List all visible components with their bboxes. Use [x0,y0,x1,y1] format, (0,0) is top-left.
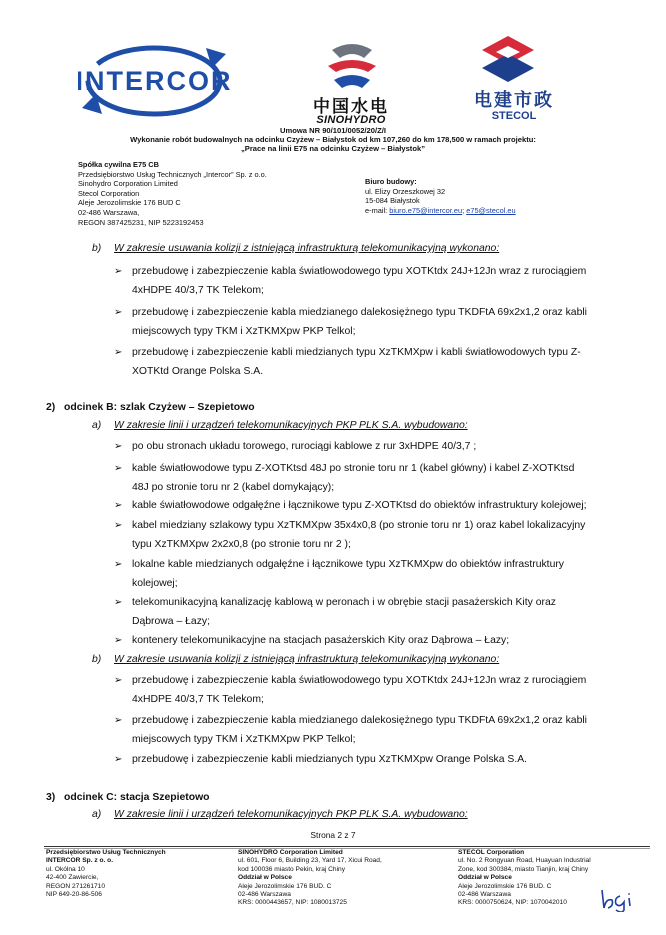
sinohydro-mark-icon [324,42,380,92]
footer-line: Aleje Jerozolimskie 176 BUD. C [238,882,332,890]
company-name: Spółka cywilna E75 CB [78,160,159,169]
sinohydro-english-name: SINOHYDRO [316,114,386,126]
arrow-bullet-icon: ➢ [114,559,123,570]
arrow-bullet-icon: ➢ [114,500,123,511]
list-item-text: lokalne kable miedzianych odgałęźne i łącznikowe typu XzTKMXpw do obiektów infrastruktury [132,559,565,570]
list-item-text: kabel miedziany szlakowy typu XzTKMXpw 35x4x0,8 (po stronie toru nr 1) oraz kabel lokalizacyjny [132,520,586,531]
email-link-stecol[interactable]: e75@stecol.eu [466,205,516,215]
footer-line: 02-486 Warszawa [238,891,291,899]
footer-branch: Oddział w Polsce [238,874,292,882]
company-line: Przedsiębiorstwo Usług Technicznych „Intercor” Sp. z o.o. [78,169,267,179]
footer-line: Zone, kod 300384, miasto Tianjin, kraj Chiny [458,865,589,873]
list-item-text: 4xHDPE 40/3,7 TK Telekom; [132,693,264,705]
list-item [114,344,614,381]
company-address [78,160,267,227]
list-item-text: typu XzTKMXpw 2x2x0,8 (po stronie toru nr 2 ); [132,538,351,550]
arrow-bullet-icon: ➢ [114,307,123,318]
list-item-text: miejscowych typy TKM i XzTKMXpw PKP Telkol; [132,733,356,745]
subsection-title: W zakresie usuwania kolizji z istniejącą infrastrukturą telekomunikacyjną wykonano: [114,654,500,665]
footer-line: Aleje Jerozolimskie 176 BUD. C [458,882,552,890]
list-item-text: przebudowę i zabezpieczenie kabli miedzianych typu XzTKMXpw i kabli światłowodowych typu Z- [132,347,581,358]
company-line: Stecol Corporation [78,188,140,198]
sinohydro-logo [296,42,406,130]
company-line: REGON 387425231, NIP 5223192453 [78,217,204,227]
list-item [114,556,614,593]
arrow-bullet-icon: ➢ [114,754,123,765]
company-line: Aleje Jerozolimskie 176 BUD C [78,198,181,208]
section-heading [46,792,210,803]
handwritten-initials-signature [598,886,638,912]
footer-company-name: STECOL Corporation [458,849,525,856]
page-number: Strona 2 z 7 [310,830,356,840]
list-item-text: kontenery telekomunikacyjne na stacjach pasażerskich Kity oraz Dąbrowa – Łazy; [132,635,510,646]
arrow-bullet-icon: ➢ [114,675,123,686]
list-item-text: przebudowę i zabezpieczenie kabla światłowodowego typu XOTKtdx 24J+12Jn wraz z rurociągiem [132,675,587,686]
subsection-letter: a) [92,420,102,431]
email-link-intercor[interactable]: biuro.e75@intercor.eu [389,205,463,215]
footer-line: NIP 649-20-86-506 [46,891,102,899]
list-item-text: telekomunikacyjną kanalizację kablową w peronach i w obrębie stacji pasażerskich Kity oraz [132,597,556,608]
list-item [114,460,614,497]
list-item-text: przebudowę i zabezpieczenie kabla miedzianego dalekosiężnego typu TKDFtA 69x2x1,2 oraz kabli [132,715,587,726]
stecol-logo [454,36,574,126]
subsection-heading [92,243,499,254]
svg-text:INTERCOR: INTERCOR [78,66,230,96]
list-item-text: przebudowę i zabezpieczenie kabla światłowodowego typu XOTKtdx 24J+12Jn wraz z rurociągiem [132,266,587,277]
footer-line: 02-486 Warszawa [458,891,511,899]
subsection-title: W zakresie linii i urządzeń telekomunikacyjnych PKP PLK S.A. wybudowano: [114,809,468,820]
email-separator: ; [462,205,465,215]
list-item-text: Dąbrowa – Łazy; [132,615,210,627]
section-title: odcinek C: stacja Szepietowo [64,792,210,803]
arrow-bullet-icon: ➢ [114,347,123,358]
list-item-text: miejscowych typy TKM i XzTKMXpw PKP Telkol; [132,325,356,337]
stecol-chinese-name: 电建市政 [474,90,554,111]
company-line: Sinohydro Corporation Limited [78,179,178,189]
subsection-heading [92,654,499,665]
list-item-text: kable światłowodowe odgałęźne i łącznikowe typu Z-XOTKtsd do obiektów infrastruktury kolejowej; [132,500,587,511]
footer-divider [44,846,650,847]
subsection-letter: a) [92,809,102,820]
footer-intercor-address [46,849,166,899]
list-item [114,751,614,770]
contract-scope: Wykonanie robót budowalnych na odcinku Czyżew – Białystok od km 107,260 do km 178,500 w ramach projektu: [130,135,536,144]
list-item [114,263,614,300]
arrow-bullet-icon: ➢ [114,635,123,646]
footer-company-name: Przedsiębiorstwo Usług Technicznych [46,849,166,856]
office-city: 15-084 Białystok [365,196,420,206]
subsection-letter: b) [92,654,102,665]
contract-number: Umowa NR 90/101/0052/20/Z/I [280,126,386,135]
footer-stecol-address [458,849,591,908]
list-item-text: 48J po stronie toru nr 2 (kabel domykający); [132,481,335,493]
footer-line: ul. Okólna 10 [46,865,85,873]
list-item-text: przebudowę i zabezpieczenie kabla miedzianego dalekosiężnego typu TKDFtA 69x2x1,2 oraz kabli [132,307,587,318]
list-item-text: po obu stronach układu torowego, rurociągi kablowe z rur 3xHDPE 40/3,7 ; [132,441,477,452]
subsection-heading [92,420,468,431]
subsection-letter: b) [92,243,102,254]
list-item [114,517,614,554]
list-item [114,632,614,651]
subsection-title: W zakresie usuwania kolizji z istniejącą infrastrukturą telekomunikacyjną wykonano: [114,243,500,254]
office-street: ul. Elizy Orzeszkowej 32 [365,186,446,196]
section-number: 2) [46,402,56,413]
footer-line: KRS: 0000750624, NIP: 1070042010 [458,899,567,907]
footer-company-name: INTERCOR Sp. z o. o. [46,857,114,865]
arrow-bullet-icon: ➢ [114,463,123,474]
section-number: 3) [46,792,56,803]
footer-sinohydro-address [238,849,382,908]
subsection-heading [92,809,468,820]
list-item-text: przebudowę i zabezpieczenie kabli miedzianych typu XzTKMXpw Orange Polska S.A. [132,754,528,765]
list-item-text: kable światłowodowe typu Z-XOTKtsd 48J po stronie toru nr 1 (kabel główny) i kabel Z-XOTKtsd [132,463,575,474]
section-heading [46,402,255,413]
office-title: Biuro budowy: [365,177,417,186]
site-office-address [365,177,516,215]
arrow-bullet-icon: ➢ [114,597,123,608]
footer-line: KRS: 0000443657, NIP: 1080013725 [238,899,347,907]
intercor-logo [78,40,230,122]
contract-heading [0,126,666,153]
stecol-english-name: STECOL [491,110,537,122]
list-item [114,497,614,516]
project-name: „Prace na linii E75 na odcinku Czyżew – Białystok” [240,144,425,153]
list-item [114,438,614,457]
footer-line: REGON 271261710 [46,882,106,890]
list-item-text: XOTKtd Orange Polska S.A. [132,365,264,377]
footer-line: 42-400 Zawiercie, [46,874,99,882]
footer-line: ul. 601, Floor 6, Building 23, Yard 17, Xicui Road, [238,857,382,865]
section-title: odcinek B: szlak Czyżew – Szepietowo [64,402,255,413]
footer-line: ul. No. 2 Rongyuan Road, Huayuan Industrial [458,857,591,865]
list-item [114,672,614,709]
list-item [114,304,614,341]
list-item-text: kolejowej; [132,577,178,589]
arrow-bullet-icon: ➢ [114,441,123,452]
footer-line: kod 100036 miasto Pekin, kraj Chiny [238,865,346,873]
list-item [114,712,614,749]
list-item [114,594,614,631]
footer-branch: Oddział w Polsce [458,874,512,882]
stecol-mark-icon [482,36,534,82]
sinohydro-chinese-name: 中国水电 [313,97,389,117]
footer-company-name: SINOHYDRO Corporation Limited [238,849,343,856]
subsection-title: W zakresie linii i urządzeń telekomunikacyjnych PKP PLK S.A. wybudowano: [114,420,468,431]
company-line: 02-486 Warszawa, [78,207,140,217]
arrow-bullet-icon: ➢ [114,520,123,531]
arrow-bullet-icon: ➢ [114,266,123,277]
email-label: e-mail: [365,205,388,215]
arrow-bullet-icon: ➢ [114,715,123,726]
list-item-text: 4xHDPE 40/3,7 TK Telekom; [132,284,264,296]
